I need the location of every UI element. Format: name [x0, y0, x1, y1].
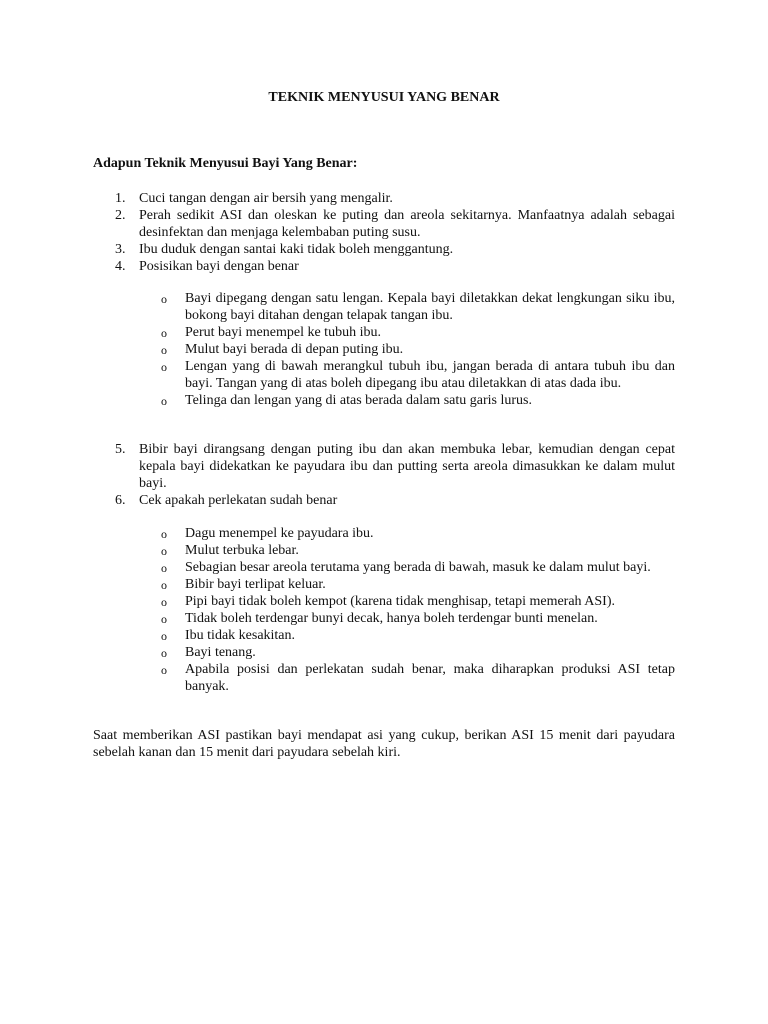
steps-list-part1 [93, 190, 675, 275]
bullet-marker: o [161, 646, 167, 660]
list-item-text: Mulut terbuka lebar. [185, 543, 299, 558]
list-item-text: Cek apakah perlekatan sudah benar [139, 493, 338, 508]
list-item-text: Apabila posisi dan perlekatan sudah benar, maka diharapkan produksi ASI tetap banyak. [185, 662, 675, 694]
section-subtitle: Adapun Teknik Menyusui Bayi Yang Benar: [93, 156, 358, 171]
list-item-text: Bayi tenang. [185, 645, 256, 660]
list-item [93, 576, 675, 593]
list-number: 6. [115, 493, 126, 508]
list-number: 5. [115, 442, 126, 457]
list-number: 4. [115, 259, 126, 274]
closing-paragraph: Saat memberikan ASI pastikan bayi mendapat asi yang cukup, berikan ASI 15 menit dari payudara sebelah kanan dan 15 menit dari payudara sebelah kiri. [93, 728, 675, 760]
list-item [93, 492, 675, 509]
bullet-marker: o [161, 292, 167, 306]
list-item [93, 610, 675, 627]
page-title: TEKNIK MENYUSUI YANG BENAR [268, 90, 500, 105]
list-item-text: Ibu tidak kesakitan. [185, 628, 296, 643]
bullet-marker: o [161, 595, 167, 609]
list-item [93, 324, 675, 341]
list-item-text: Perut bayi menempel ke tubuh ibu. [185, 325, 381, 340]
list-item [93, 258, 675, 275]
list-item-text: Tidak boleh terdengar bunyi decak, hanya boleh terdengar bunti menelan. [185, 611, 598, 626]
list-item [93, 241, 675, 258]
latch-check-bullets [93, 525, 675, 695]
list-item-text: Telinga dan lengan yang di atas berada dalam satu garis lurus. [185, 393, 532, 408]
bullet-marker: o [161, 578, 167, 592]
list-item-text: Bibir bayi terlipat keluar. [185, 577, 326, 592]
bullet-marker: o [161, 360, 167, 374]
list-number: 2. [115, 208, 126, 223]
list-item [93, 190, 675, 207]
list-item-text: Bayi dipegang dengan satu lengan. Kepala bayi diletakkan dekat lengkungan siku ibu, bokong bayi ditahan dengan telapak tangan ibu. [185, 291, 675, 323]
list-item [93, 341, 675, 358]
list-item [93, 358, 675, 392]
bullet-marker: o [161, 343, 167, 357]
list-item-text: Posisikan bayi dengan benar [139, 259, 299, 274]
list-item [93, 441, 675, 492]
list-item [93, 644, 675, 661]
bullet-marker: o [161, 527, 167, 541]
bullet-marker: o [161, 663, 167, 677]
bullet-marker: o [161, 629, 167, 643]
list-item-text: Ibu duduk dengan santai kaki tidak boleh menggantung. [139, 242, 454, 257]
list-item [93, 559, 675, 576]
bullet-marker: o [161, 394, 167, 408]
list-item-text: Dagu menempel ke payudara ibu. [185, 526, 374, 541]
bullet-marker: o [161, 612, 167, 626]
list-item [93, 525, 675, 542]
list-item [93, 542, 675, 559]
list-item [93, 593, 675, 610]
list-item-text: Pipi bayi tidak boleh kempot (karena tidak menghisap, tetapi memerah ASI). [185, 594, 616, 609]
bullet-marker: o [161, 561, 167, 575]
bullet-marker: o [161, 544, 167, 558]
bullet-marker: o [161, 326, 167, 340]
list-item [93, 661, 675, 695]
list-item-text: Bibir bayi dirangsang dengan puting ibu dan akan membuka lebar, kemudian dengan cepat kepala bayi didekatkan ke payudara ibu dan putting serta areola dimasukkan ke dalam mulut bayi. [139, 442, 675, 491]
list-number: 1. [115, 191, 126, 206]
list-item-text: Mulut bayi berada di depan puting ibu. [185, 342, 404, 357]
list-item [93, 392, 675, 409]
position-bullets [93, 290, 675, 409]
list-item-text: Perah sedikit ASI dan oleskan ke puting dan areola sekitarnya. Manfaatnya adalah sebagai desinfektan dan menjaga kelembaban puting susu. [139, 208, 675, 240]
list-number: 3. [115, 242, 126, 257]
list-item-text: Sebagian besar areola terutama yang berada di bawah, masuk ke dalam mulut bayi. [185, 560, 651, 575]
list-item [93, 627, 675, 644]
list-item [93, 290, 675, 324]
list-item-text: Cuci tangan dengan air bersih yang mengalir. [139, 191, 393, 206]
list-item [93, 207, 675, 241]
steps-list-part2 [93, 441, 675, 509]
list-item-text: Lengan yang di bawah merangkul tubuh ibu, jangan berada di antara tubuh ibu dan bayi. Tangan yang di atas boleh dipegang ibu atau diletakkan di atas dada ibu. [185, 359, 675, 391]
